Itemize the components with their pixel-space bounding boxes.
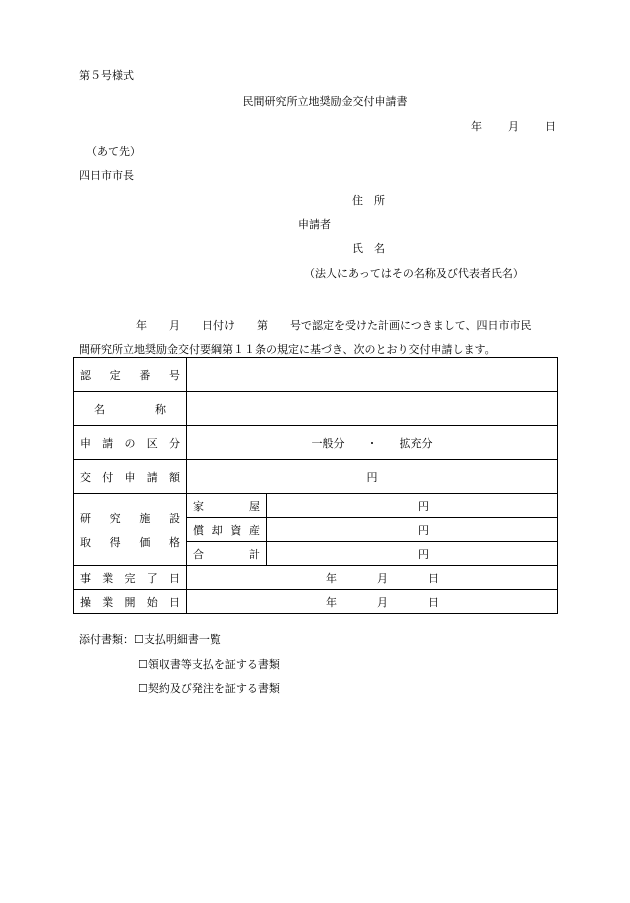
label-char: 交 — [80, 470, 91, 484]
corporation-note: （法人にあってはその名称及び代表者氏名） — [304, 267, 524, 280]
label-char: 操 — [80, 595, 91, 609]
label-char: 取 — [80, 535, 91, 549]
label-char: 究 — [109, 511, 121, 525]
addressee-label: （あて先） — [86, 145, 141, 158]
label-char: 計 — [249, 547, 260, 561]
table-row-start — [74, 590, 558, 614]
date-month: 月 — [508, 120, 519, 133]
label-char: 設 — [168, 511, 180, 525]
application-statement — [79, 314, 569, 362]
label-char: 日 — [169, 571, 180, 585]
label-char: 得 — [109, 535, 121, 549]
label-char: 日 — [169, 595, 180, 609]
start-day: 日 — [428, 595, 439, 609]
completion-value[interactable] — [187, 566, 558, 590]
mayor-addressee: 四日市市長 — [79, 169, 134, 182]
label-char: 却 — [211, 523, 223, 537]
total-label — [187, 542, 267, 566]
table-row-cert-number — [74, 358, 558, 392]
name-label: 氏 名 — [352, 242, 385, 255]
application-table — [73, 357, 558, 614]
label-char: 合 — [193, 547, 204, 561]
label-char: 号 — [168, 368, 180, 382]
category-value[interactable]: 一般分 ・ 拡充分 — [187, 426, 558, 460]
completion-month: 月 — [377, 571, 388, 585]
label-char: 分 — [169, 436, 180, 450]
label-char: 区 — [146, 436, 158, 450]
label-char: 産 — [248, 523, 260, 537]
label-char: 屋 — [249, 499, 260, 513]
table-row-category — [74, 426, 558, 460]
application-date — [471, 118, 556, 134]
acquisition-label — [74, 494, 187, 566]
completion-year: 年 — [326, 571, 337, 585]
label-char: 業 — [102, 571, 114, 585]
label-char: 開 — [124, 595, 136, 609]
table-row-building — [74, 494, 558, 518]
form-number: 第５号様式 — [79, 69, 134, 82]
address-label: 住 所 — [352, 194, 385, 207]
table-row-completion — [74, 566, 558, 590]
label-char: 償 — [193, 523, 204, 537]
label-char: 事 — [80, 571, 91, 585]
completion-label — [74, 566, 187, 590]
completion-day: 日 — [428, 571, 439, 585]
start-year: 年 — [326, 595, 337, 609]
label-char: 認 — [80, 368, 91, 382]
category-label — [74, 426, 187, 460]
label-char: 番 — [139, 368, 151, 382]
label-char: 価 — [139, 535, 151, 549]
name-row-value[interactable] — [187, 392, 558, 426]
label-char: 了 — [146, 571, 158, 585]
start-value[interactable] — [187, 590, 558, 614]
applicant-label: 申請者 — [298, 218, 331, 231]
label-char: 業 — [102, 595, 114, 609]
label-char: 称 — [155, 402, 166, 416]
depreciable-label — [187, 518, 267, 542]
attachment-receipts[interactable]: ☐領収書等支払を証する書類 — [138, 658, 280, 671]
building-value[interactable]: 円 — [267, 494, 558, 518]
attachment-contracts[interactable]: ☐契約及び発注を証する書類 — [138, 682, 280, 695]
label-char: 申 — [80, 436, 91, 450]
label-char: 格 — [168, 535, 180, 549]
cert-number-label — [74, 358, 187, 392]
label-char: 名 — [94, 402, 105, 416]
label-char: の — [124, 436, 136, 450]
label-char: 家 — [193, 499, 204, 513]
date-day: 日 — [545, 120, 556, 133]
amount-value[interactable]: 円 — [187, 460, 558, 494]
total-value[interactable]: 円 — [267, 542, 558, 566]
label-char: 請 — [146, 470, 158, 484]
depreciable-value[interactable]: 円 — [267, 518, 558, 542]
date-year: 年 — [471, 120, 482, 133]
start-month: 月 — [377, 595, 388, 609]
building-label — [187, 494, 267, 518]
label-char: 定 — [109, 368, 121, 382]
label-char: 請 — [102, 436, 114, 450]
start-label — [74, 590, 187, 614]
label-char: 付 — [102, 470, 114, 484]
label-char: 研 — [80, 511, 91, 525]
amount-label — [74, 460, 187, 494]
label-char: 始 — [146, 595, 158, 609]
table-row-amount — [74, 460, 558, 494]
statement-line-2: 間研究所立地奨励金交付要綱第１１条の規定に基づき、次のとおり交付申請します。 — [79, 343, 496, 356]
label-char: 施 — [139, 511, 151, 525]
cert-number-value[interactable] — [187, 358, 558, 392]
table-row-name — [74, 392, 558, 426]
attachment-heading[interactable]: 添付書類：☐支払明細書一覧 — [79, 633, 221, 646]
label-char: 資 — [230, 523, 242, 537]
name-row-label — [74, 392, 187, 426]
statement-line-1: 年 月 日付け 第 号で認定を受けた計画につきまして、四日市市民 — [136, 319, 532, 332]
label-char: 額 — [169, 470, 180, 484]
label-char: 完 — [124, 571, 136, 585]
page-title: 民間研究所立地奨励金交付申請書 — [242, 95, 408, 108]
label-char: 申 — [124, 470, 136, 484]
